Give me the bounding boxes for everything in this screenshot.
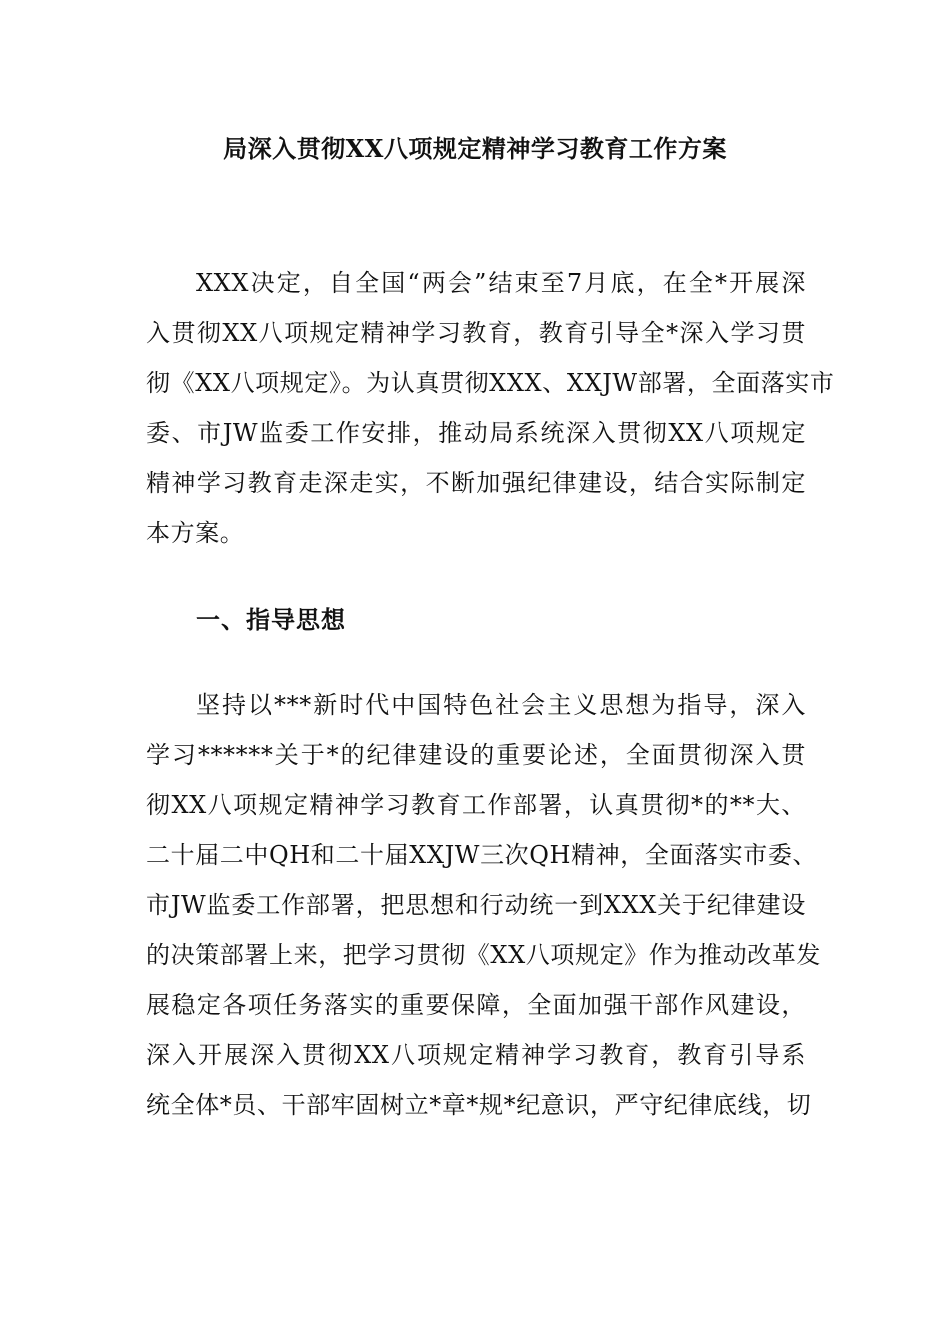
intro-line: 本方案。	[146, 519, 245, 547]
intro-line: 精神学习教育走深走实，不断加强纪律建设，结合实际制定	[146, 469, 806, 497]
intro-line: XXX决定，自全国“两会”结束至7月底，在全*开展深	[196, 269, 806, 297]
intro-line: 彻《XX八项规定》。为认真贯彻XXX、XXJW部署，全面落实市	[146, 369, 835, 397]
section1-line: 深入开展深入贯彻XX八项规定精神学习教育，教育引导系	[146, 1041, 806, 1069]
section1-line: 展稳定各项任务落实的重要保障，全面加强干部作风建设，	[146, 991, 806, 1019]
intro-line: 入贯彻XX八项规定精神学习教育，教育引导全*深入学习贯	[146, 319, 806, 347]
section1-paragraph	[146, 680, 821, 1130]
section1-line: 市JW监委工作部署，把思想和行动统一到XXX关于纪律建设	[146, 891, 806, 919]
intro-line: 委、市JW监委工作安排，推动局系统深入贯彻XX八项规定	[146, 419, 806, 447]
intro-paragraph	[146, 258, 835, 558]
section1-line: 学习******关于*的纪律建设的重要论述，全面贯彻深入贯	[146, 741, 806, 769]
document-title: 局深入贯彻XX八项规定精神学习教育工作方案	[223, 134, 727, 163]
section1-line: 坚持以***新时代中国特色社会主义思想为指导，深入	[196, 691, 806, 719]
section1-line: 彻XX八项规定精神学习教育工作部署，认真贯彻*的**大、	[146, 791, 806, 819]
section1-line: 统全体*员、干部牢固树立*章*规*纪意识，严守纪律底线，切	[146, 1091, 812, 1119]
section-heading-guiding-ideology: 一、指导思想	[196, 606, 346, 634]
section1-line: 二十届二中QH和二十届XXJW三次QH精神，全面落实市委、	[146, 841, 818, 869]
section1-line: 的决策部署上来，把学习贯彻《XX八项规定》作为推动改革发	[146, 941, 821, 969]
